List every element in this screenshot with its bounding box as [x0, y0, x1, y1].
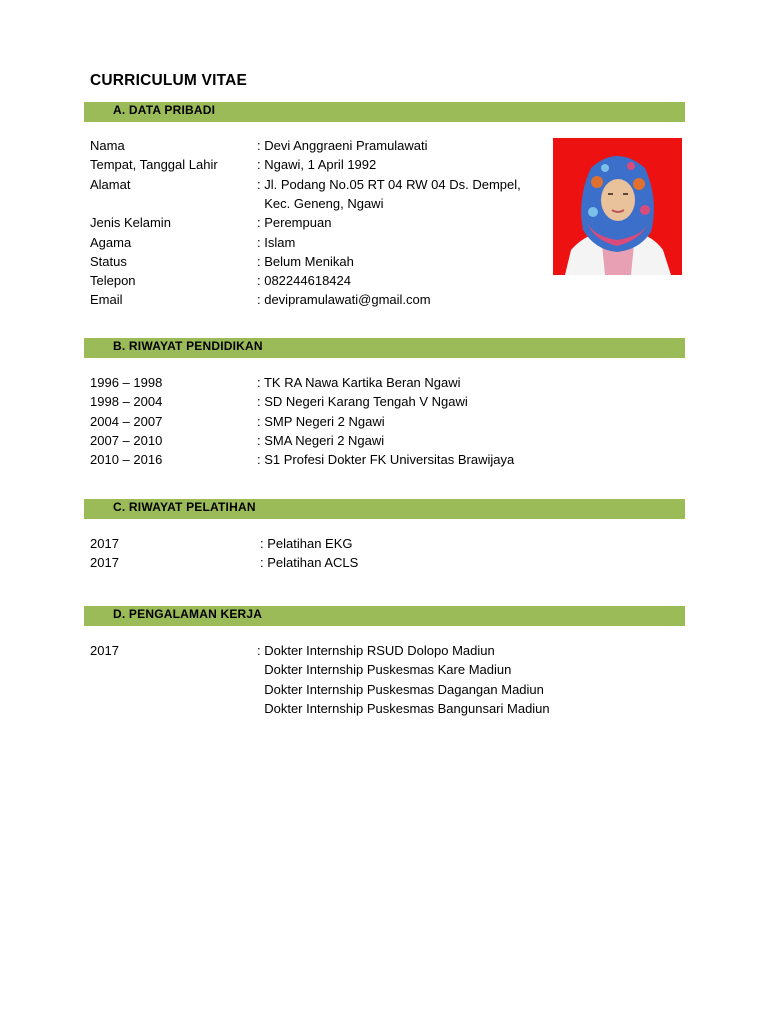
personal-label: Telepon: [90, 273, 136, 289]
education-years: 2010 – 2016: [90, 452, 163, 468]
personal-value: : Devi Anggraeni Pramulawati: [257, 138, 428, 153]
personal-value: : Islam: [257, 234, 296, 250]
education-years: 2004 – 2007: [90, 413, 163, 429]
work-item: Dokter Internship Puskesmas Bangunsari Madiun: [257, 700, 550, 716]
training-name: : Pelatihan EKG: [260, 536, 353, 551]
personal-row: [0, 290, 768, 309]
education-row: [0, 392, 768, 411]
education-row: [0, 373, 768, 392]
work-row: [0, 660, 768, 679]
personal-value: : Jl. Podang No.05 RT 04 RW 04 Ds. Dempel,: [257, 176, 521, 192]
section-header-riwayat-pendidikan: [84, 338, 685, 358]
personal-label: Status: [90, 253, 127, 269]
education-years: 1998 – 2004: [90, 394, 163, 410]
work-year: 2017: [90, 643, 119, 658]
personal-value: : Ngawi, 1 April 1992: [257, 157, 377, 173]
work-row: [0, 680, 768, 699]
education-school: : SD Negeri Karang Tengah V Ngawi: [257, 394, 468, 410]
work-row: [0, 699, 768, 718]
personal-label: Tempat, Tanggal Lahir: [90, 157, 218, 173]
section-title: A. DATA PRIBADI: [113, 103, 216, 117]
education-school: : S1 Profesi Dokter FK Universitas Brawijaya: [257, 452, 515, 468]
profile-photo: [553, 138, 682, 275]
education-row: [0, 450, 768, 469]
education-years: 2007 – 2010: [90, 432, 163, 448]
personal-value: : Belum Menikah: [257, 253, 354, 269]
personal-label: Alamat: [90, 176, 131, 192]
education-row: [0, 412, 768, 431]
personal-value: : Perempuan: [257, 215, 332, 231]
personal-value: : 082244618424: [257, 273, 351, 289]
work-item: Dokter Internship Puskesmas Dagangan Madiun: [257, 681, 544, 697]
education-school: : SMA Negeri 2 Ngawi: [257, 432, 385, 448]
profile-photo-illustration: [553, 138, 682, 275]
education-years: 1996 – 1998: [90, 375, 163, 390]
section-header-riwayat-pelatihan: [84, 499, 685, 519]
page-title: CURRICULUM VITAE: [90, 72, 248, 89]
education-school: : SMP Negeri 2 Ngawi: [257, 413, 385, 429]
personal-label: Nama: [90, 138, 125, 153]
section-header-pengalaman-kerja: [84, 606, 685, 626]
personal-value: Kec. Geneng, Ngawi: [257, 195, 384, 211]
work-item: : Dokter Internship RSUD Dolopo Madiun: [257, 643, 495, 658]
work-row: [0, 641, 768, 660]
work-item: Dokter Internship Puskesmas Kare Madiun: [257, 662, 512, 678]
personal-label: Jenis Kelamin: [90, 215, 171, 231]
training-row: [0, 553, 768, 572]
personal-label: Email: [90, 292, 123, 308]
training-year: 2017: [90, 536, 119, 551]
personal-label: Agama: [90, 234, 132, 250]
section-title: C. RIWAYAT PELATIHAN: [113, 500, 256, 514]
training-name: : Pelatihan ACLS: [260, 555, 359, 571]
personal-value: : devipramulawati@gmail.com: [257, 292, 431, 308]
section-title: B. RIWAYAT PENDIDIKAN: [113, 339, 263, 353]
section-title: D. PENGALAMAN KERJA: [113, 607, 263, 621]
education-school: : TK RA Nawa Kartika Beran Ngawi: [257, 375, 461, 390]
education-row: [0, 431, 768, 450]
training-row: [0, 534, 768, 553]
training-year: 2017: [90, 555, 119, 571]
section-header-data-pribadi: [84, 102, 685, 122]
